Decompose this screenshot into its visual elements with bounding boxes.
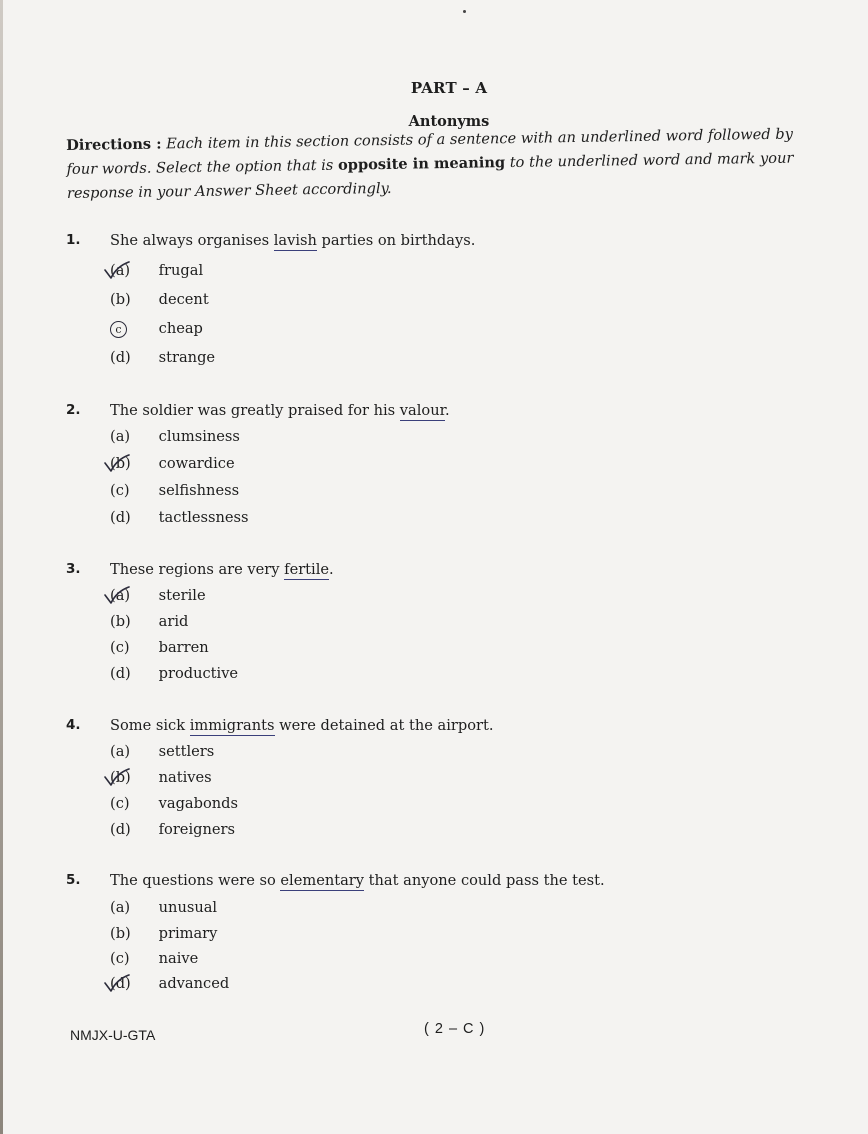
handwritten-tick-icon <box>103 583 137 609</box>
underlined-word: lavish <box>273 232 317 249</box>
directions-text-after: to the underlined word and mark your response in your Answer Sheet accordingly. <box>66 149 794 202</box>
option-letter: (d) <box>110 821 131 838</box>
option-letter: (c) <box>110 950 130 967</box>
option-text: barren <box>158 639 209 656</box>
stem-before: These regions are very <box>110 561 280 578</box>
stem-after: . <box>444 402 450 419</box>
print-speck <box>463 10 466 13</box>
option-letter: (a) <box>110 587 154 604</box>
page-edge-shadow <box>0 0 3 1134</box>
option-letter: (a) <box>110 899 131 916</box>
stem-before: She always organises <box>110 232 270 249</box>
directions-text-before: Each item in this section consists of a sentence with an underlined word followed by four words. Select the option that is <box>66 125 794 178</box>
option-b[interactable] <box>110 291 209 308</box>
handwritten-tick-icon <box>103 258 137 284</box>
option-text: settlers <box>158 743 215 760</box>
option-text: selfishness <box>158 482 240 499</box>
underlined-word: fertile <box>284 561 330 578</box>
option-letter: (d) <box>110 665 131 682</box>
option-letter <box>110 320 154 338</box>
circled-option-c: c <box>110 321 127 338</box>
question-number: 5. <box>66 872 81 888</box>
option-text: clumsiness <box>158 428 240 445</box>
directions-paragraph <box>66 122 829 206</box>
handwritten-tick-icon <box>103 971 137 997</box>
stem-before: Some sick <box>110 717 186 734</box>
option-b[interactable] <box>110 925 217 942</box>
handwritten-tick-icon <box>103 451 137 477</box>
stem-before: The soldier was greatly praised for his <box>110 402 396 419</box>
option-text: naive <box>158 950 199 967</box>
option-letter: (a) <box>110 262 154 279</box>
option-d[interactable] <box>110 509 249 526</box>
question-number: 2. <box>66 402 81 418</box>
question-number: 1. <box>66 232 81 248</box>
page-number: ( 2 – C ) <box>424 1021 486 1037</box>
underlined-word: elementary <box>280 872 365 889</box>
option-text: arid <box>158 613 189 630</box>
option-c[interactable] <box>110 320 203 338</box>
option-a[interactable] <box>110 428 240 445</box>
option-letter: (c) <box>110 482 130 499</box>
option-text: cheap <box>158 320 203 337</box>
option-b[interactable] <box>110 455 235 472</box>
option-a[interactable] <box>110 587 206 604</box>
option-c[interactable] <box>110 639 209 656</box>
option-text: foreigners <box>158 821 235 838</box>
option-letter: (a) <box>110 428 131 445</box>
option-c[interactable] <box>110 950 198 967</box>
question-number: 3. <box>66 561 81 577</box>
underlined-word: immigrants <box>189 717 275 734</box>
option-d[interactable] <box>110 349 215 366</box>
option-text: productive <box>158 665 239 682</box>
option-letter: (a) <box>110 743 131 760</box>
option-letter: (b) <box>110 769 154 786</box>
option-text: primary <box>158 925 218 942</box>
handwritten-tick-icon <box>103 765 137 791</box>
stem-after: that anyone could pass the test. <box>368 872 605 889</box>
option-letter: (c) <box>110 795 130 812</box>
option-text: natives <box>158 769 212 786</box>
option-a[interactable] <box>110 899 217 916</box>
option-text: strange <box>158 349 216 366</box>
option-text: decent <box>158 291 209 308</box>
stem-after: . <box>329 561 334 578</box>
question-stem <box>110 232 475 249</box>
option-d[interactable] <box>110 665 238 682</box>
option-text: advanced <box>158 975 230 992</box>
directions-label: Directions : <box>66 135 162 154</box>
stem-after: parties on birthdays. <box>321 232 476 249</box>
option-letter: (d) <box>110 349 131 366</box>
question-stem <box>110 872 605 889</box>
option-letter: (d) <box>110 509 131 526</box>
option-text: unusual <box>158 899 218 916</box>
option-letter: (b) <box>110 455 154 472</box>
option-letter: (b) <box>110 291 131 308</box>
option-b[interactable] <box>110 613 188 630</box>
option-letter: (b) <box>110 613 131 630</box>
paper-code: NMJX-U-GTA <box>70 1027 156 1043</box>
option-a[interactable] <box>110 262 203 279</box>
question-number: 4. <box>66 717 81 733</box>
question-stem <box>110 402 450 419</box>
option-a[interactable] <box>110 743 214 760</box>
option-d[interactable] <box>110 975 229 992</box>
stem-after: were detained at the airport. <box>279 717 494 734</box>
question-stem <box>110 561 334 578</box>
option-text: vagabonds <box>158 795 238 812</box>
stem-before: The questions were so <box>110 872 276 889</box>
section-title: Antonyms <box>408 113 490 130</box>
option-letter: (d) <box>110 975 154 992</box>
underlined-word: valour <box>399 402 445 419</box>
option-text: tactlessness <box>158 509 249 526</box>
question-stem <box>110 717 493 734</box>
option-text: sterile <box>158 587 206 604</box>
directions-emphasis: opposite in meaning <box>337 154 506 174</box>
option-letter: (c) <box>110 639 130 656</box>
option-letter: (b) <box>110 925 131 942</box>
option-b[interactable] <box>110 769 212 786</box>
option-d[interactable] <box>110 821 235 838</box>
part-title: PART – A <box>410 79 488 97</box>
option-text: frugal <box>158 262 204 279</box>
option-c[interactable] <box>110 482 239 499</box>
option-text: cowardice <box>158 455 235 472</box>
option-c[interactable] <box>110 795 238 812</box>
